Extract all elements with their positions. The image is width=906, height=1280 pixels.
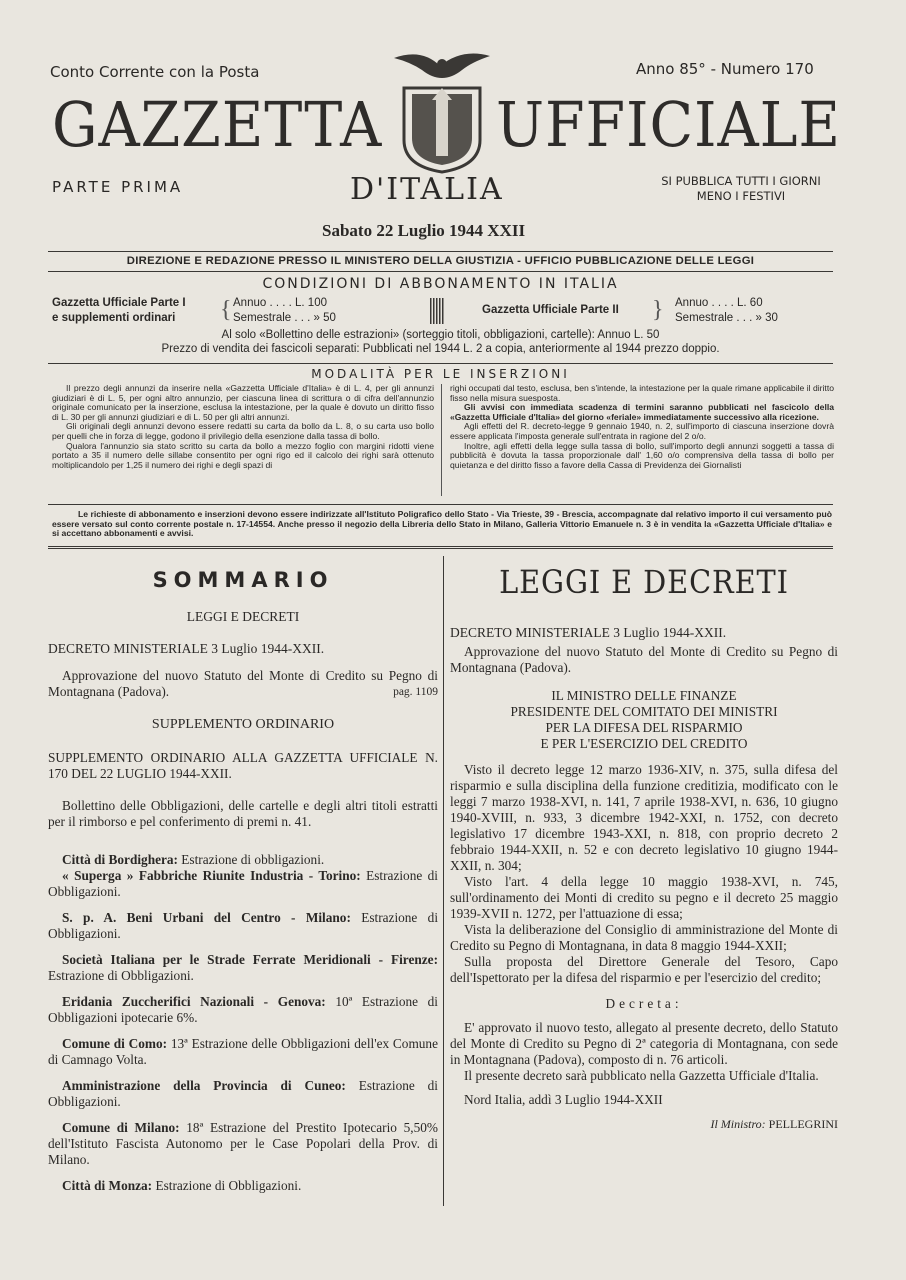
abbonamento-part2-label: Gazzetta Ufficiale Parte II xyxy=(482,304,619,316)
divider xyxy=(48,271,833,272)
paragraph: Qualora l'annunzio sia stato scritto su carta da bollo a mezzo foglio con margini ridotti viene portato a 35 il numero delle sillabe consentito per ogni rigo ed il calcolo dei righi sarà ottenuto moltiplicandolo per 1,25 il numero dei righi e degli spazi di xyxy=(52,440,434,470)
title-ufficiale: UFFICIALE xyxy=(496,88,841,161)
paragraph: Agli effetti del R. decreto-legge 9 gennaio 1940, n. 2, sull'importo di ciascuna inserzione dovrà essere applicata l'imposta generale sull'entrata in ragione del 2 o/o. xyxy=(450,421,834,441)
sommario-item xyxy=(48,1036,438,1068)
paragraph: Il presente decreto sarà pubblicato nella Gazzetta Ufficiale d'Italia. xyxy=(464,1068,819,1083)
item-issuer: Società Italiana per le Strade Ferrate Meridionali - Firenze: xyxy=(62,952,438,967)
inserzioni-heading: MODALITÀ PER LE INSERZIONI xyxy=(311,367,570,381)
sommario-item xyxy=(48,952,438,984)
supplemento-title: SUPPLEMENTO ORDINARIO ALLA GAZZETTA UFFICIALE N. 170 DEL 22 LUGLIO 1944-XXII. xyxy=(48,750,438,781)
abbonamento-heading: CONDIZIONI DI ABBONAMENTO IN ITALIA xyxy=(262,276,619,292)
inserzioni-left xyxy=(52,384,434,470)
decreta: Decreta: xyxy=(605,996,683,1011)
item-issuer: Eridania Zuccherifici Nazionali - Genova: xyxy=(62,994,326,1009)
sommario-item xyxy=(48,852,438,868)
supplemento-heading: SUPPLEMENTO ORDINARIO xyxy=(151,717,335,732)
item-issuer: Amministrazione della Provincia di Cuneo: xyxy=(62,1078,346,1093)
item-text: Estrazione di Obbligazioni. xyxy=(48,1078,438,1109)
signature-name: PELLEGRINI xyxy=(768,1117,838,1131)
issue-number: Anno 85° - Numero 170 xyxy=(636,60,814,78)
frequency xyxy=(636,174,846,204)
paragraph: Vista la deliberazione del Consiglio di amministrazione del Monte di Credito su Pegno di Montagnana, in data 8 maggio 1944-XXII; xyxy=(450,922,838,953)
brace: } xyxy=(652,297,664,323)
divider xyxy=(48,546,833,549)
bollettino-price: Al solo «Bollettino delle estrazioni» (sorteggio titoli, obbligazioni, cartelle): Annuo L. 50 xyxy=(221,329,660,341)
item-text: 18ª Estrazione del Prestito Ipotecario 5,50% dell'Istituto Fascista Autonomo per le Case Popolari della Prov. di Milano. xyxy=(48,1120,438,1167)
label-line: Gazzetta Ufficiale Parte I xyxy=(52,297,186,309)
inserzioni-right xyxy=(450,384,834,470)
divider xyxy=(48,363,833,364)
direzione: DIREZIONE E REDAZIONE PRESSO IL MINISTERO DELLA GIUSTIZIA - UFFICIO PUBBLICAZIONE DELLE LEGGI xyxy=(126,255,755,267)
sommario-item xyxy=(48,994,438,1026)
item-text: Estrazione di Obbligazioni. xyxy=(152,1178,302,1193)
item-text: Estrazione di Obbligazioni. xyxy=(48,910,439,941)
item-text: Estrazione di Obbligazioni. xyxy=(48,868,439,899)
item-issuer: Città di Bordighera: xyxy=(62,852,178,867)
eagle-emblem-icon xyxy=(392,48,492,176)
divider xyxy=(48,504,833,505)
leggi-heading: LEGGI E DECRETI xyxy=(499,563,789,601)
frequency-line: SI PUBBLICA TUTTI I GIORNI xyxy=(661,174,821,188)
paragraph: Visto l'art. 4 della legge 10 maggio 1938-XVI, n. 745, sull'ordinamento dei Monti di credito su pegno e il decreto 25 maggio 1939-XVII n. 1272, per l'attuazione di essa; xyxy=(450,874,838,921)
paragraph: Il prezzo degli annunzi da inserire nella «Gazzetta Ufficiale d'Italia» è di L. 4, per gli annunzi giudiziari è di L. 5, per ogni altro annunzio, per ciascuna linea di scrittura o di cifra dell'annunzio originale comunicato per la inserzione, esclusa la intestazione, per la quale è dovuto un diritto fisso di L. 30 per gli annunzi giudiziari e di L. 50 per gli altri annunzi. xyxy=(52,383,434,422)
column-divider xyxy=(441,384,442,496)
decreto-title: DECRETO MINISTERIALE 3 Luglio 1944-XXII. xyxy=(450,625,727,640)
price-semestrale: Semestrale . . . » 30 xyxy=(675,312,778,324)
heading-line: PRESIDENTE DEL COMITATO DEI MINISTRI xyxy=(510,704,778,719)
abbonamento-part1-prices xyxy=(233,296,403,326)
item-text: 10ª Estrazione di Obbligazioni ipotecarie 6%. xyxy=(48,994,438,1025)
sommario-item xyxy=(48,910,438,942)
richieste: Le richieste di abbonamento e inserzioni devono essere indirizzate all'Istituto Poligrafico dello Stato - Via Trieste, 39 - Brescia, accompagnate dal relativo importo il cui versamento può essere versato sul conto corrente postale n. 17-14554. Anche presso il negozio della Libreria dello Stato in Milano, Galleria Vittorio Emanuele n. 3 è in vendita la «Gazzetta Ufficiale d'Italia» e si accettano abbonamenti e avvisi. xyxy=(52,509,832,539)
paragraph: E' approvato il nuovo testo, allegato al presente decreto, dello Statuto del Monte di Credito su Pegno di 2ª categoria di Montagnana, con sede in Montagnana (Padova), composto di n. 76 articoli. xyxy=(450,1020,838,1067)
sommario-item xyxy=(48,868,438,900)
issue-date: Sabato 22 Luglio 1944 XXII xyxy=(322,221,526,240)
abbonamento-notes xyxy=(48,328,833,356)
paragraph: Sulla proposta del Direttore Generale del Tesoro, Capo dell'Ispettorato per la difesa del risparmio e per l'esercizio del credito; xyxy=(450,954,838,985)
ministro-heading xyxy=(450,688,838,752)
price-semestrale: Semestrale . . . » 50 xyxy=(233,312,336,324)
sommario-items xyxy=(48,852,438,1204)
item-text: Estrazione di Obbligazioni. xyxy=(48,968,194,983)
abbonamento-part2-prices xyxy=(675,296,840,326)
heading-line: E PER L'ESERCIZIO DEL CREDITO xyxy=(540,736,748,751)
single-copy-price: Prezzo di vendita dei fascicoli separati: Pubblicati nel 1944 L. 2 a copia, anteriormente al 1944 prezzo doppio. xyxy=(161,343,720,355)
sommario-decreto: DECRETO MINISTERIALE 3 Luglio 1944-XXII. xyxy=(48,641,325,656)
page-ref[interactable]: pag. 1109 xyxy=(393,686,438,698)
separator-ornament-icon xyxy=(430,298,444,324)
subtitle: D'ITALIA xyxy=(350,172,504,207)
signature-label: Il Ministro: xyxy=(710,1117,766,1131)
paragraph: Approvazione del nuovo Statuto del Monte di Credito su Pegno di Montagnana (Padova). xyxy=(450,644,838,675)
paragraph: Gli avvisi con immediata scadenza di termini saranno pubblicati nel fascicolo della «Gazzetta Ufficiale d'Italia» del giorno «feriale» immediatamente successivo alla ricezione. xyxy=(450,402,834,422)
place-date: Nord Italia, addì 3 Luglio 1944-XXII xyxy=(464,1092,663,1107)
decreto-subject xyxy=(450,644,838,676)
column-divider xyxy=(443,556,444,1206)
item-issuer: Comune di Milano: xyxy=(62,1120,180,1135)
bollettino-entry xyxy=(48,798,438,830)
signature xyxy=(450,1116,838,1132)
item-text: 13ª Estrazione delle Obbligazioni dell'ex Comune di Camnago Volta. xyxy=(48,1036,438,1067)
paragraph: Visto il decreto legge 12 marzo 1936-XIV, n. 375, sulla difesa del risparmio e sulla disciplina della funzione creditizia, modificato con le leggi 7 marzo 1938-XVI, n. 141, 7 aprile 1938-XVI, n. 636, 10 giugno 1940-XVIII, n. 933, 3 dicembre 1942-XXI, n. 1752, con decreto legislativo 17 dicembre 1943-XXI, n. 818, con proprio decreto 2 febbraio 1944-XXII, n. 52 e con decreto legislativo 10 giugno 1944-XXII, n. 304; xyxy=(450,762,838,873)
heading-line: PER LA DIFESA DEL RISPARMIO xyxy=(545,720,743,735)
paragraph: righi occupati dal testo, esclusa, ben s'intende, la intestazione per la quale rimane applicabile il diritto fisso nella misura suesposta. xyxy=(450,383,834,403)
title-gazzetta: GAZZETTA xyxy=(52,88,383,161)
price-annuo: Annuo . . . . L. 100 xyxy=(233,297,327,309)
entry-text: Bollettino delle Obbligazioni, delle cartelle e degli altri titoli estratti per il rimborso e pel conferimento di premi n. 41. xyxy=(48,798,438,829)
sommario-section: LEGGI E DECRETI xyxy=(186,609,300,624)
entry-text: Approvazione del nuovo Statuto del Monte di Credito su Pegno di Montagnana (Padova). xyxy=(48,668,438,699)
preamble xyxy=(450,762,838,1132)
paragraph: Inoltre, agli effetti della legge sulla tassa di bollo, sull'importo degli annunzi soggetti a tassa di pubblicità è dovuta la tassa proporzionale dall' 1,60 o/o comprensiva della tassa di bollo per quietanza e del diritto fisso a favore della Cassa di Previdenza dei Giornalisti xyxy=(450,440,834,470)
item-issuer: S. p. A. Beni Urbani del Centro - Milano: xyxy=(62,910,351,925)
item-text: Estrazione di obbligazioni. xyxy=(177,852,325,867)
divider xyxy=(48,251,833,252)
price-annuo: Annuo . . . . L. 60 xyxy=(675,297,763,309)
item-issuer: Comune di Como: xyxy=(62,1036,168,1051)
abbonamento-part1-label xyxy=(52,296,186,326)
frequency-line: MENO I FESTIVI xyxy=(696,189,786,203)
item-issuer: « Superga » Fabbriche Riunite Industria - Torino: xyxy=(62,868,361,883)
sommario-item xyxy=(48,1178,438,1194)
sommario-item xyxy=(48,1078,438,1110)
sommario-item xyxy=(48,1120,438,1168)
part-label: PARTE PRIMA xyxy=(52,178,184,196)
sommario-heading: SOMMARIO xyxy=(152,568,334,592)
paragraph: Gli originali degli annunzi devono essere redatti su carta da bollo da L. 8, o su carta uso bollo per quelli che in forza di legge, godono il privilegio della esenzione dalla tassa di bollo. xyxy=(52,421,434,441)
label-line: e supplementi ordinari xyxy=(52,312,176,324)
brace: { xyxy=(220,297,232,323)
postal-account: Conto Corrente con la Posta xyxy=(50,63,260,81)
heading-line: IL MINISTRO DELLE FINANZE xyxy=(551,688,737,703)
sommario-decreto-entry xyxy=(48,668,438,700)
item-issuer: Città di Monza: xyxy=(62,1178,153,1193)
